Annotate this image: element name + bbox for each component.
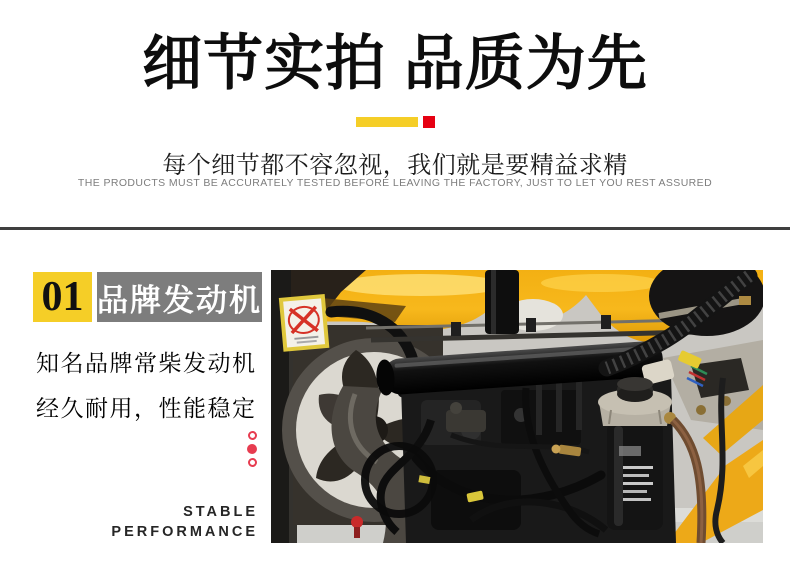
feature-title: 品牌发动机: [97, 272, 262, 322]
red-dots-decoration: [247, 431, 257, 467]
dot-ring-icon: [248, 458, 257, 467]
page-title: 细节实拍 品质为先: [142, 30, 648, 97]
feature-description-line1: 知名品牌常柴发动机: [36, 350, 257, 376]
dot-filled-icon: [247, 444, 257, 454]
tag-line-performance: PERFORMANCE: [111, 524, 258, 540]
feature-badge: [33, 272, 262, 322]
feature-tag-english: [111, 502, 258, 542]
page-subtitle-english: THE PRODUCTS MUST BE ACCURATELY TESTED BEFORE LEAVING THE FACTORY, JUST TO LET YOU REST ASSURED: [77, 177, 713, 189]
dot-ring-icon: [248, 431, 257, 440]
title-underline: [0, 115, 790, 129]
yellow-bar-decoration: [356, 117, 418, 127]
divider-line: [0, 227, 790, 230]
feature-number: 01: [33, 272, 92, 322]
engine-illustration: [271, 270, 763, 543]
engine-photo: [271, 270, 763, 543]
page-subtitle: 每个细节都不容忽视，我们就是要精益求精: [162, 152, 628, 179]
tag-line-stable: STABLE: [183, 504, 258, 520]
red-square-decoration: [423, 116, 435, 128]
feature-description-line2: 经久耐用，性能稳定: [36, 395, 257, 421]
